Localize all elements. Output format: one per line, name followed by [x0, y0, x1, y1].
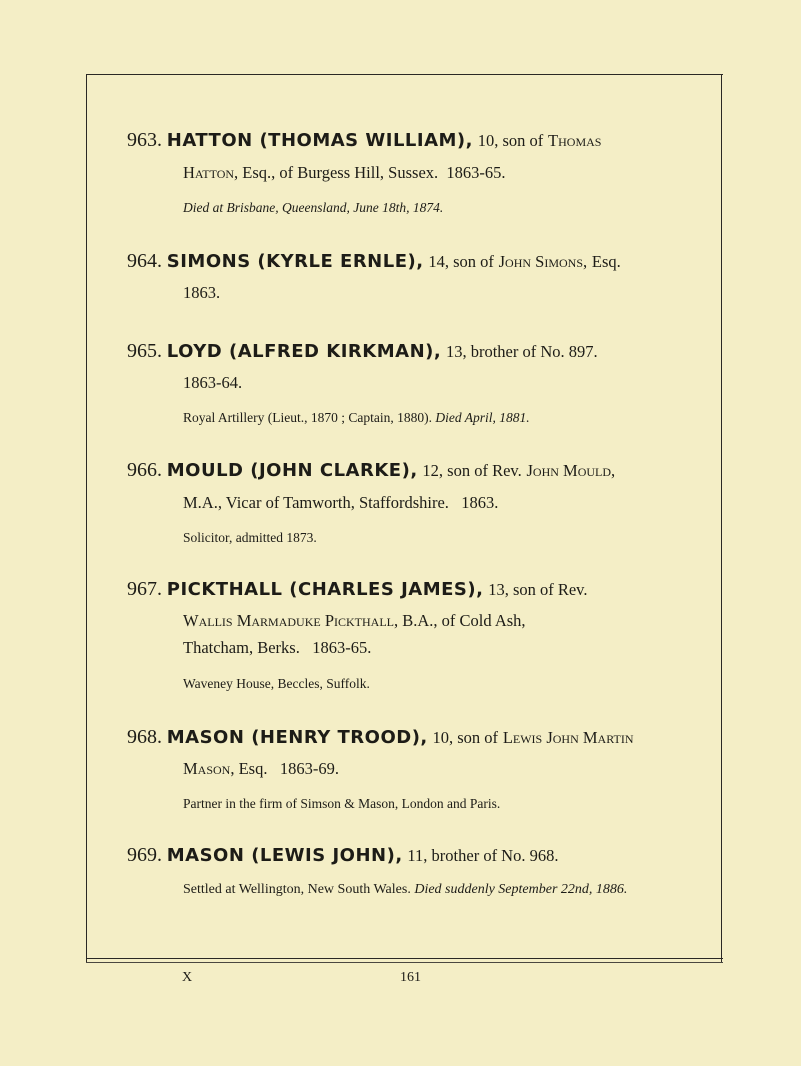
- entry-name: SIMONS (KYRLE ERNLE),: [166, 251, 424, 272]
- entry-note: [183, 410, 530, 426]
- entry-detail: 10, son of: [477, 131, 544, 150]
- entry-name: MASON (LEWIS JOHN),: [166, 845, 403, 866]
- entry-heading: [127, 578, 588, 601]
- entry-heading: [127, 459, 615, 482]
- entry-detail: B.A., of Cold Ash,: [402, 611, 526, 630]
- frame-left-rule: [86, 74, 87, 962]
- entry-detail: 1863.: [183, 283, 221, 302]
- entry-detail: Esq. 1863-69.: [238, 759, 339, 778]
- entry-note-text: Royal Artillery (Lieut., 1870 ; Captain, 1880).: [183, 410, 432, 425]
- entry-number: 969.: [127, 844, 162, 866]
- entry-continuation: [183, 493, 498, 513]
- entry-detail-smallcaps: Wallis Marmaduke Pickthall,: [183, 611, 399, 630]
- signature-mark: X: [182, 970, 193, 985]
- entry-name: LOYD (ALFRED KIRKMAN),: [166, 341, 442, 362]
- entry-detail: 12, son of Rev.: [422, 461, 522, 480]
- entry-detail-smallcaps: John Simons,: [498, 252, 588, 271]
- entry-note: [183, 882, 627, 898]
- entry-note-text: Settled at Wellington, New South Wales.: [183, 882, 411, 897]
- entry-name: MOULD (JOHN CLARKE),: [166, 460, 418, 481]
- entry-detail-smallcaps: Hatton,: [183, 163, 239, 182]
- entry-detail: 1863-64.: [183, 373, 243, 392]
- entry-note: [183, 530, 317, 546]
- entry-number: 964.: [127, 250, 162, 272]
- entry-note: [183, 676, 370, 692]
- entry-detail: Esq.: [591, 252, 621, 271]
- entry-detail-smallcaps: Lewis John Martin: [502, 728, 634, 747]
- entry-note-text: Partner in the firm of Simson & Mason, London and Paris.: [183, 796, 501, 811]
- entry-note-text: Waveney House, Beccles, Suffolk.: [183, 676, 370, 691]
- entry-number: 967.: [127, 578, 162, 600]
- entry-number: 966.: [127, 459, 162, 481]
- entry-detail: M.A., Vicar of Tamworth, Staffordshire. 1863.: [183, 493, 499, 512]
- entry-number: 963.: [127, 129, 162, 151]
- entry-number: 965.: [127, 340, 162, 362]
- entry-continuation: [183, 638, 371, 658]
- entry-detail: 14, son of: [428, 252, 494, 271]
- entry-detail-smallcaps: Thomas: [548, 131, 602, 150]
- entry-continuation: [183, 611, 526, 631]
- entry-detail: 13, brother of No. 897.: [445, 342, 598, 361]
- entry-detail: 11, brother of No. 968.: [407, 846, 559, 865]
- entry-continuation: [183, 163, 506, 183]
- frame-top-rule: [86, 74, 723, 75]
- entry-note: [183, 200, 443, 216]
- entry-continuation: [183, 373, 242, 393]
- entry-name: MASON (HENRY TROOD),: [166, 727, 428, 748]
- entry-heading: [127, 726, 634, 749]
- entry-detail: 13, son of Rev.: [488, 580, 588, 599]
- entry-name: PICKTHALL (CHARLES JAMES),: [166, 579, 484, 600]
- page-number: 161: [400, 970, 421, 985]
- entry-note: [183, 796, 500, 812]
- entry-note-italic: Died suddenly September 22nd, 1886.: [414, 882, 628, 897]
- entry-detail: Esq., of Burgess Hill, Sussex. 1863-65.: [242, 163, 506, 182]
- entry-detail-smallcaps: John Mould,: [526, 461, 616, 480]
- entry-continuation: [183, 759, 339, 779]
- frame-bottom-rule: [86, 958, 723, 959]
- entry-heading: [127, 844, 558, 867]
- entry-heading: [127, 250, 621, 273]
- entry-number: 968.: [127, 726, 162, 748]
- entry-continuation: [183, 283, 220, 303]
- entry-note-italic: Died April, 1881.: [435, 410, 530, 425]
- entry-heading: [127, 340, 598, 363]
- frame-right-rule: [721, 74, 722, 962]
- entry-heading: [127, 129, 601, 152]
- entry-detail-smallcaps: Mason,: [183, 759, 235, 778]
- entry-detail: 10, son of: [432, 728, 499, 747]
- frame-bottom-rule-inner: [86, 962, 723, 963]
- entry-note-italic: Died at Brisbane, Queensland, June 18th, 1874.: [183, 200, 444, 215]
- entry-note-text: Solicitor, admitted 1873.: [183, 530, 317, 545]
- entry-detail: Thatcham, Berks. 1863-65.: [183, 638, 372, 657]
- entry-name: HATTON (THOMAS WILLIAM),: [166, 130, 473, 151]
